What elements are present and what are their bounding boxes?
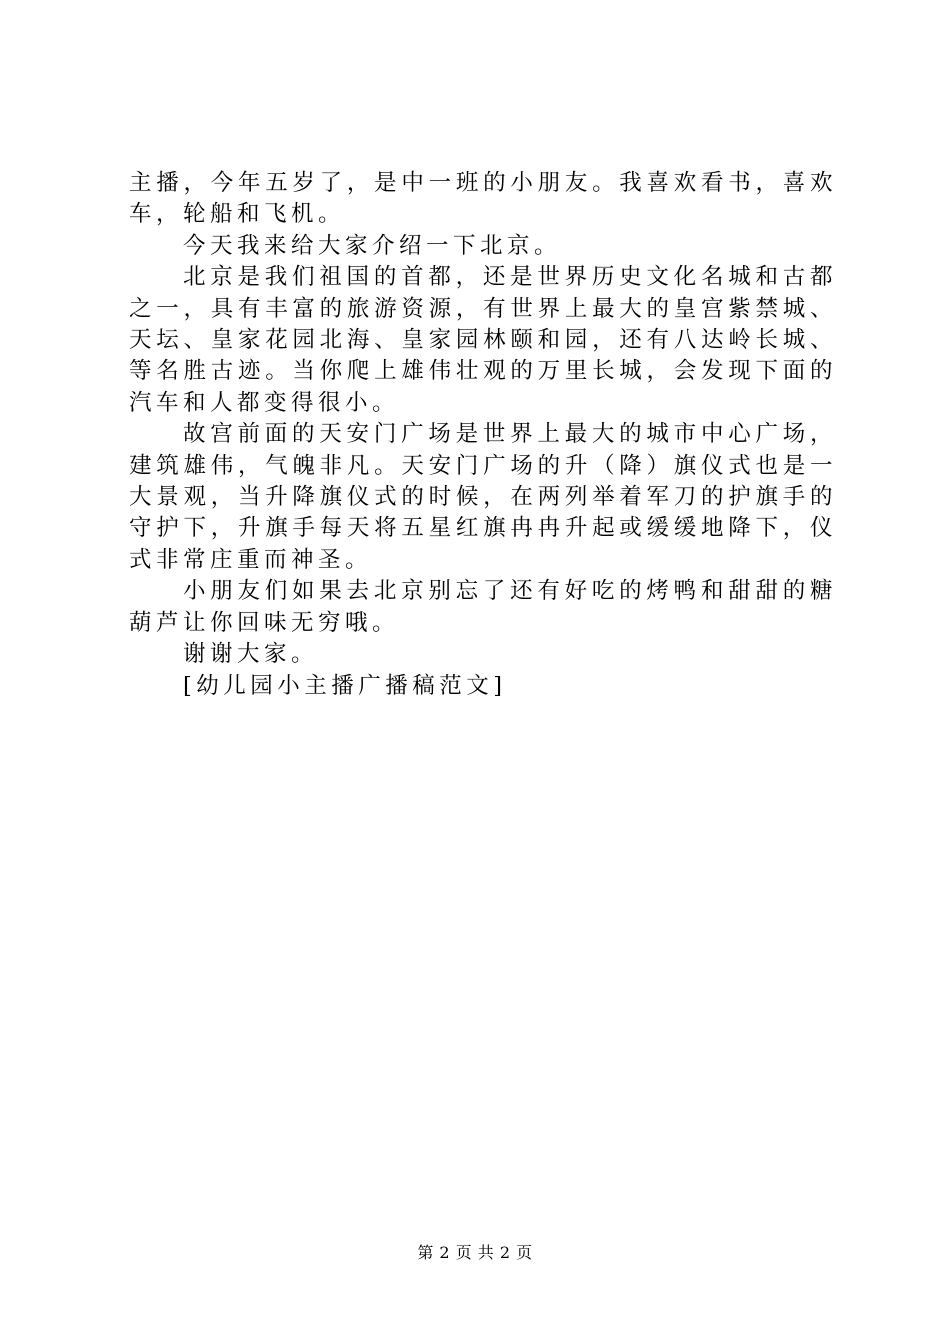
paragraph-intro-continued: 主播，今年五岁了，是中一班的小朋友。我喜欢看书，喜欢车，轮船和飞机。: [129, 170, 837, 228]
paragraph-title-tag: [幼儿园小主播广播稿范文]: [183, 672, 507, 699]
page-footer: 第 2 页 共 2 页: [417, 1243, 533, 1262]
paragraph-thanks: 谢谢大家。: [183, 641, 319, 668]
paragraph-food: 小朋友们如果去北京别忘了还有好吃的烤鸭和甜甜的糖葫芦让你回味无穷哦。: [129, 578, 837, 636]
paragraph-beijing-capital: 北京是我们祖国的首都，还是世界历史文化名城和古都之一，具有丰富的旅游资源，有世界上最大的皇宫紫禁城、天坛、皇家花园北海、皇家园林颐和园，还有八达岭长城、等名胜古迹。当你爬上雄伟壮观的万里长城，会发现下面的汽车和人都变得很小。: [129, 264, 837, 416]
document-body: [129, 168, 837, 702]
paragraph-tiananmen-square: 故宫前面的天安门广场是世界上最大的城市中心广场，建筑雄伟，气魄非凡。天安门广场的升（降）旗仪式也是一大景观，当升降旗仪式的时候，在两列举着军刀的护旗手的守护下，升旗手每天将五星红旗冉冉升起或缓缓地降下，仪式非常庄重而神圣。: [129, 421, 837, 573]
paragraph-introduce-beijing: 今天我来给大家介绍一下北京。: [183, 232, 562, 259]
